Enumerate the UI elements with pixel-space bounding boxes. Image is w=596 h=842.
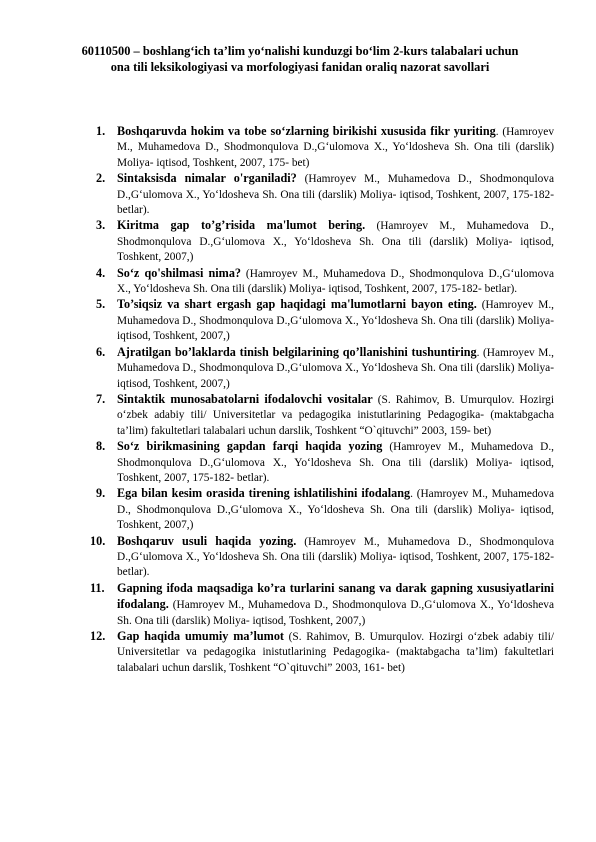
question-text: Sintaksisda nimalar o'rganiladi? xyxy=(117,171,297,186)
reference-text: (Hamroyev M., Muhamedova D., Shodmonqulova D.,G‘ulomova X., Yo‘ldosheva Sh. Ona tili (darslik) Moliya- iqtisod, Toshkent, 2007,) xyxy=(117,299,554,343)
question-text: Boshqaruvda hokim va tobe so‘zlarning birikishi xususida fikr yuriting xyxy=(117,124,496,138)
item-number: 8. xyxy=(96,439,106,454)
item-number: 3. xyxy=(96,218,106,233)
list-item xyxy=(78,266,554,298)
list-item xyxy=(78,345,554,392)
item-number: 5. xyxy=(96,297,106,312)
item-number: 6. xyxy=(96,344,106,359)
question-text: Gap haqida umumiy ma’lumot xyxy=(117,629,284,643)
item-number: 4. xyxy=(96,265,106,280)
question-text: Ajratilgan bo’laklarda tinish belgilarining qo’llanishini tushuntiring xyxy=(117,344,477,359)
item-number: 7. xyxy=(96,391,106,406)
list-item xyxy=(78,124,554,171)
item-number: 10. xyxy=(90,533,106,548)
question-text: Sintaktik munosabatolarni ifodalovchi vositalar xyxy=(117,391,373,406)
list-item xyxy=(78,439,554,486)
question-text: Ega bilan kesim orasida tirening ishlatilishini ifodalang xyxy=(117,486,411,501)
list-item xyxy=(78,486,554,533)
reference-text: . (Hamroyev M., Muhamedova D., Shodmonqulova D.,G‘ulomova X., Yo‘ldosheva Sh. Ona tili (darslik) Moliya- iqtisod, Toshkent, 2007,) xyxy=(117,346,554,390)
question-list xyxy=(78,124,554,676)
item-number: 12. xyxy=(90,629,106,643)
reference-text: . (Hamroyev M., Muhamedova D., Shodmonqulova D.,G‘ulomova X., Yo‘ldosheva Sh. Ona tili (darslik) Moliya- iqtisod, Toshkent, 2007, 175- bet) xyxy=(117,126,554,169)
reference-text: (Hamroyev M., Muhamedova D., Shodmonqulova D.,G‘ulomova X., Yo‘ldosheva Sh. Ona tili (darslik) Moliya- iqtisod, Toshkent, 2007, 175-182- betlar). xyxy=(117,173,554,217)
question-text: Gapning ifoda maqsadiga ko’ra turlarini sanang va darak gapning xususiyatlarini ifodalang. xyxy=(117,580,554,612)
reference-text: (S. Rahimov, B. Umurqulov. Hozirgi o‘zbek adabiy tili/ Universitetlar va pedagogika inistutlarining Pedagogika- (maktabgacha ta’lim) fakultetlari talabalari uchun darslik, Toshkent “O`qituvchi” 2003, 159- bet) xyxy=(117,393,554,437)
reference-text: (S. Rahimov, B. Umurqulov. Hozirgi o‘zbek adabiy tili/ Universitetlar va pedagogika inistutlarining Pedagogika- (maktabgacha ta’lim) fakultetlari talabalari uchun darslik, Toshkent “O`qituvchi” 2003, 161- bet) xyxy=(117,631,555,674)
reference-text: . (Hamroyev M., Muhamedova D., Shodmonqulova D.,G‘ulomova X., Yo‘ldosheva Sh. Ona tili (darslik) Moliya- iqtisod, Toshkent, 2007,) xyxy=(117,488,554,532)
list-item xyxy=(78,297,554,344)
reference-text: (Hamroyev M., Muhamedova D., Shodmonqulova D.,G‘ulomova X., Yo‘ldosheva Sh. Ona tili (darslik) Moliya- iqtisod, Toshkent, 2007, 175-182- betlar). xyxy=(117,441,555,484)
item-number: 1. xyxy=(96,124,106,138)
document-title: 60110500 – boshlang‘ich ta’lim yo‘nalishi kunduzgi bo‘lim 2-kurs talabalari uchun ona tili leksikologiyasi va morfologiyasi fanidan oraliq nazorat savollari xyxy=(81,44,519,74)
reference-text: (Hamroyev M., Muhamedova D., Shodmonqulova D.,G‘ulomova X., Yo‘ldosheva Sh. Ona tili (darslik) Moliya- iqtisod, Toshkent, 2007,) xyxy=(117,220,554,264)
list-item xyxy=(78,629,554,676)
list-item xyxy=(78,218,554,265)
list-item xyxy=(78,534,554,581)
list-item xyxy=(78,171,554,218)
question-text: So‘z birikmasining gapdan farqi haqida yozing xyxy=(117,439,383,454)
question-text: To’siqsiz va shart ergash gap haqidagi ma'lumotlarni bayon eting. xyxy=(117,297,477,312)
question-text: So‘z qo'shilmasi nima? xyxy=(117,265,242,280)
reference-text: (Hamroyev M., Muhamedova D., Shodmonqulova D.,G‘ulomova X., Yo‘ldosheva Sh. Ona tili (darslik) Moliya- iqtisod, Toshkent, 2007, 175-182- betlar). xyxy=(117,267,554,296)
question-text: Kiritma gap to’g’risida ma'lumot bering. xyxy=(117,218,366,233)
item-number: 11. xyxy=(90,580,105,595)
item-number: 9. xyxy=(96,486,106,501)
question-text: Boshqaruv usuli haqida yozing. xyxy=(117,533,297,548)
reference-text: (Hamroyev M., Muhamedova D., Shodmonqulova D.,G‘ulomova X., Yo‘ldosheva Sh. Ona tili (darslik) Moliya- iqtisod, Toshkent, 2007, 175-182- betlar). xyxy=(117,535,554,579)
reference-text: (Hamroyev M., Muhamedova D., Shodmonqulova D.,G‘ulomova X., Yo‘ldosheva Sh. Ona tili (darslik) Moliya- iqtisod, Toshkent, 2007,) xyxy=(117,599,554,627)
list-item xyxy=(78,581,554,629)
item-number: 2. xyxy=(96,171,106,186)
list-item xyxy=(78,392,554,439)
